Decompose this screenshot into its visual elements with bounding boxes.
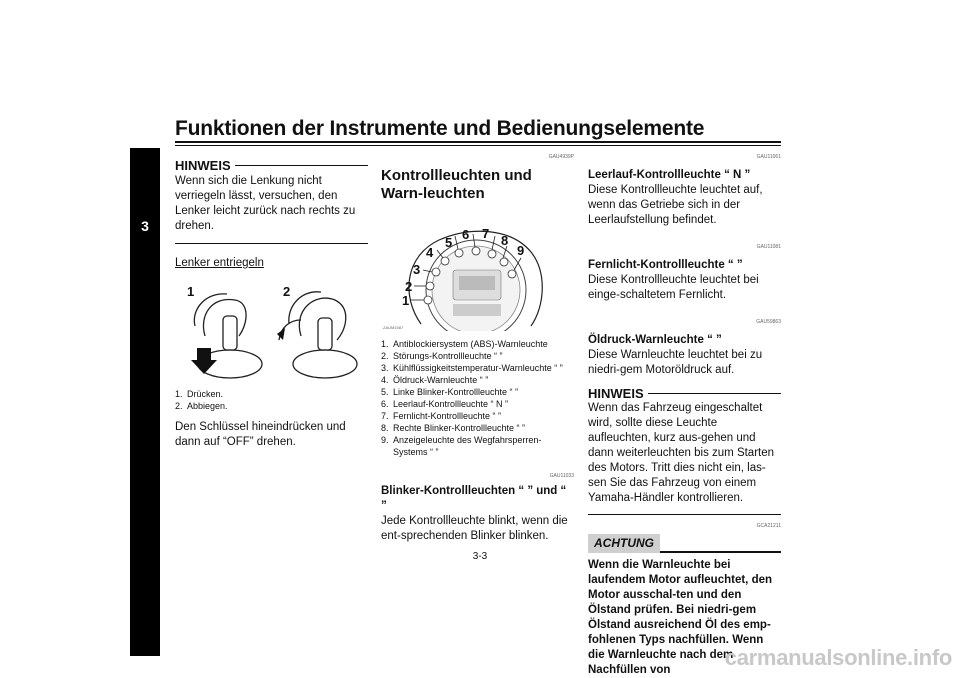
caption-item: 5. Linke Blinker-Kontrollleuchte “ ”: [381, 387, 519, 397]
instrument-panel-figure: [381, 206, 574, 331]
callout-1: 1: [402, 293, 410, 308]
note-text: Wenn das Fahrzeug eingeschaltet wird, sollte diese Leuchte aufleuchten, kurz aus-gehen und dann weiterleuchten bis zum Starten des Motors. Tritt dies nicht ein, las-sen Sie das Fahrzeug von einem Yamaha-Händler kontrollieren.: [588, 402, 775, 504]
section-code: GAU11061: [756, 154, 781, 160]
callout-8: 8: [501, 233, 509, 248]
caption-item: 2. Störungs-Kontrollleuchte “ ”: [381, 351, 503, 361]
figure-code: ZAUM1587: [383, 325, 404, 330]
body-text: Den Schlüssel hineindrücken und dann auf “OFF” drehen.: [175, 421, 346, 448]
callout-6: 6: [462, 227, 470, 242]
high-beam-heading: Fernlicht-Kontrollleuchte “ ”: [588, 259, 743, 271]
callout-2: 2: [405, 279, 413, 294]
steering-lock-figure: [175, 276, 368, 388]
page-title: Funktionen der Instrumente und Bedienungselemente: [175, 117, 705, 140]
high-beam-text: Diese Kontrollleuchte leuchtet bei einge-schaltetem Fernlicht.: [588, 274, 759, 301]
caption-item: 7. Fernlicht-Kontrollleuchte “ ”: [381, 411, 502, 421]
turn-signal-text: Jede Kontrollleuchte blinkt, wenn die ent-sprechenden Blinker blinken.: [381, 515, 568, 542]
figure-number-2: 2: [283, 284, 291, 299]
title-rule-thin: [175, 145, 781, 146]
chapter-tab: [130, 148, 160, 656]
key-illustration: [175, 276, 368, 388]
caption-item: 1. Antiblockiersystem (ABS)-Warnleuchte: [381, 339, 548, 349]
caption-item: 6. Leerlauf-Kontrollleuchte “ N ”: [381, 399, 509, 409]
middle-column: [381, 150, 574, 544]
note-heading: HINWEIS: [588, 386, 781, 401]
neutral-text: Diese Kontrollleuchte leuchtet auf, wenn das Getriebe sich in der Leerlaufstellung befindet.: [588, 184, 763, 226]
watermark: carmanualsonline.info: [724, 645, 952, 670]
section-code: GAU11081: [756, 244, 781, 250]
caption-item: 8. Rechte Blinker-Kontrollleuchte “ ”: [381, 423, 526, 433]
note-heading: HINWEIS: [175, 158, 368, 173]
note-end-rule: [588, 514, 781, 515]
section-heading: Kontrollleuchten und Warn-leuchten: [381, 167, 532, 202]
caption-item: 3. Kühlflüssigkeitstemperatur-Warnleuchte “ ”: [381, 363, 563, 373]
note-end-rule: [175, 243, 368, 244]
neutral-heading: Leerlauf-Kontrollleuchte “ N ”: [588, 169, 751, 181]
caution-text: Wenn die Warnleuchte bei laufendem Motor aufleuchtet, den Motor ausschal-ten und den Ölstand prüfen. Bei niedri-gem Ölstand ausreichend Öl des emp-fohlenen Typs nachfüllen. Wenn die Warnleuchte nach dem Nachfüllen von: [588, 559, 773, 676]
callout-7: 7: [482, 226, 490, 241]
figure-number-1: 1: [187, 284, 195, 299]
note-text: Wenn sich die Lenkung nicht verriegeln lässt, versuchen, den Lenker leicht zurück nach rechts zu drehen.: [175, 175, 356, 232]
callout-3: 3: [413, 262, 421, 277]
page-number: 3-3: [472, 551, 488, 562]
section-code: GAU4939P: [548, 154, 574, 160]
figure-captions: [175, 388, 368, 412]
caption-item: 2. Abbiegen.: [175, 401, 228, 411]
callout-4: 4: [426, 245, 434, 260]
section-code: GCA21211: [756, 523, 781, 529]
turn-signal-heading: Blinker-Kontrollleuchten “ ” und “ ”: [381, 485, 567, 512]
callout-9: 9: [517, 243, 525, 258]
caution-heading: ACHTUNG: [588, 534, 660, 553]
caption-item: 9. Anzeigeleuchte des Wegfahrsperren-Systems “ ”: [381, 435, 542, 457]
indicator-captions: [381, 338, 574, 458]
caption-item: 1. Drücken.: [175, 389, 224, 399]
instrument-cluster-illustration: [381, 206, 574, 331]
section-label: Lenker entriegeln: [175, 257, 264, 269]
oil-pressure-text: Diese Warnleuchte leuchtet bei zu niedri-gem Motoröldruck auf.: [588, 349, 763, 376]
caption-item: 4. Öldruck-Warnleuchte “ ”: [381, 375, 489, 385]
section-code: GAU59863: [756, 319, 781, 325]
left-column: [175, 158, 368, 450]
right-column: [588, 150, 781, 678]
section-code: GAU11033: [549, 473, 574, 479]
oil-pressure-heading: Öldruck-Warnleuchte “ ”: [588, 334, 722, 346]
chapter-number: 3: [141, 218, 149, 234]
title-rule: [175, 141, 781, 143]
callout-5: 5: [445, 235, 453, 250]
